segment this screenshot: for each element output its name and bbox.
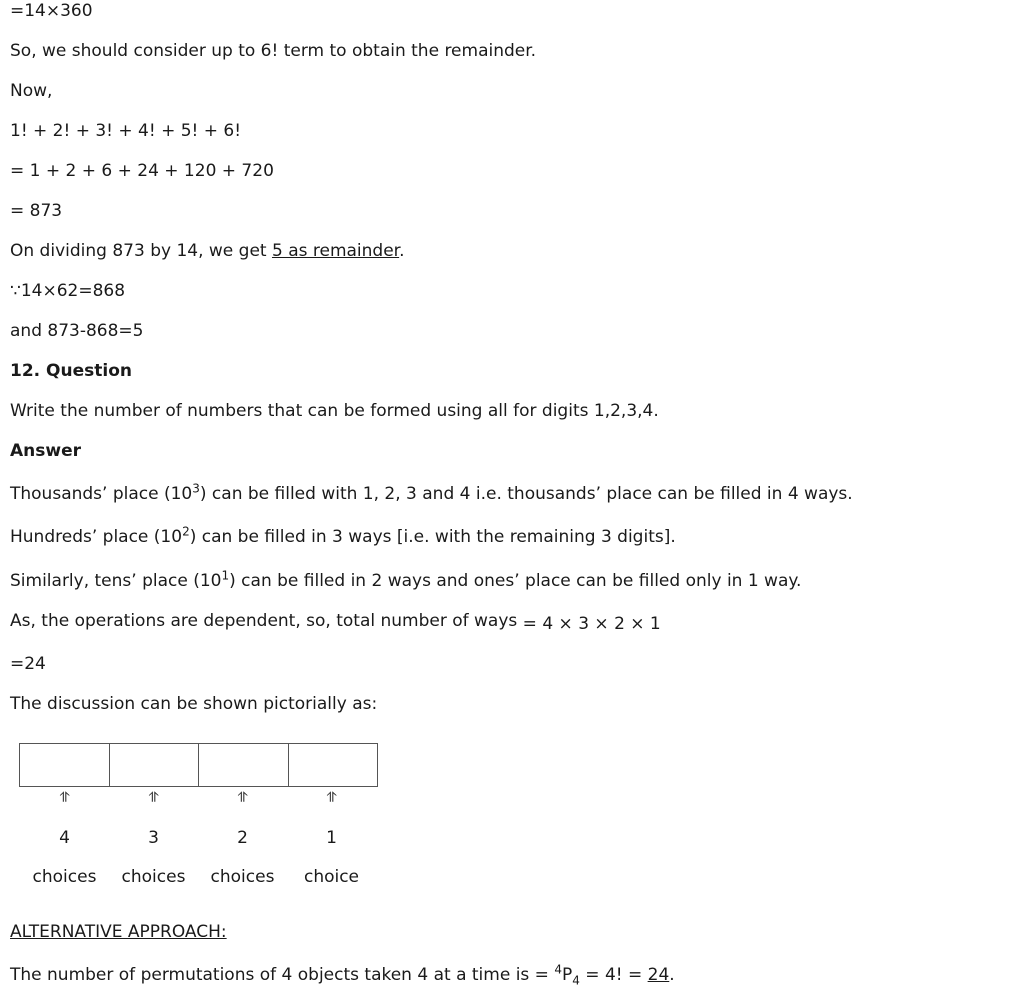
a2-pre: Hundreds’ place (10 bbox=[10, 527, 183, 547]
text-line-9: and 873-868=5 bbox=[10, 321, 144, 341]
box-tens bbox=[199, 744, 289, 786]
choice-label-1: choices bbox=[32, 867, 97, 887]
choice-label-3: choices bbox=[210, 867, 275, 887]
box-ones bbox=[289, 744, 378, 786]
a3-pre: Similarly, tens’ place (10 bbox=[10, 571, 222, 591]
answer-line-1 bbox=[10, 481, 853, 504]
answer-line-6: The discussion can be shown pictorially as: bbox=[10, 694, 378, 714]
a1-pre: Thousands’ place (10 bbox=[10, 484, 193, 504]
line-7-suffix: . bbox=[399, 241, 405, 261]
alternative-text bbox=[10, 962, 675, 987]
text-line-5: = 1 + 2 + 6 + 24 + 120 + 720 bbox=[10, 161, 274, 181]
digit-place-boxes bbox=[19, 743, 378, 787]
choice-number-3: 2 bbox=[237, 828, 248, 848]
a4-text: As, the operations are dependent, so, total number of ways bbox=[10, 611, 518, 631]
choice-number-2: 3 bbox=[148, 828, 159, 848]
a1-post: ) can be filled with 1, 2, 3 and 4 i.e. thousands’ place can be filled in 4 ways. bbox=[199, 484, 853, 504]
answer-line-2 bbox=[10, 524, 676, 547]
alt-sub: 4 bbox=[572, 973, 580, 987]
text-line-8: ∵14×62=868 bbox=[10, 281, 126, 301]
a3-post: ) can be filled in 2 ways and ones’ place can be filled only in 1 way. bbox=[229, 571, 802, 591]
up-arrow-icon: ⥣ bbox=[237, 790, 248, 806]
answer-line-3 bbox=[10, 568, 802, 591]
up-arrow-icon: ⥣ bbox=[148, 790, 159, 806]
text-line-1: =14×360 bbox=[10, 1, 93, 21]
text-line-3: Now, bbox=[10, 81, 53, 101]
choice-number-4: 1 bbox=[326, 828, 337, 848]
box-hundreds bbox=[110, 744, 200, 786]
line-7-prefix: On dividing 873 by 14, we get bbox=[10, 241, 272, 261]
answer-line-5: =24 bbox=[10, 654, 46, 674]
answer-line-4 bbox=[10, 611, 661, 634]
box-thousands bbox=[20, 744, 110, 786]
alt-result: 24 bbox=[647, 965, 670, 985]
a3-sup: 1 bbox=[221, 568, 230, 583]
alt-p: P bbox=[561, 965, 573, 985]
a2-post: ) can be filled in 3 ways [i.e. with the remaining 3 digits]. bbox=[189, 527, 676, 547]
remainder-underlined: 5 as remainder bbox=[271, 241, 400, 261]
a2-sup: 2 bbox=[182, 524, 190, 539]
text-line-6: = 873 bbox=[10, 201, 63, 221]
text-line-7 bbox=[10, 241, 405, 261]
choice-label-4: choice bbox=[303, 867, 360, 887]
alt-sup: 4 bbox=[554, 962, 562, 977]
alt-text: The number of permutations of 4 objects taken 4 at a time is = bbox=[10, 965, 555, 985]
up-arrow-icon: ⥣ bbox=[59, 790, 70, 806]
a4-math: = 4 × 3 × 2 × 1 bbox=[517, 614, 661, 634]
alt-end: . bbox=[669, 965, 675, 985]
a1-sup: 3 bbox=[192, 481, 200, 496]
up-arrow-icon: ⥣ bbox=[326, 790, 337, 806]
alternative-heading: ALTERNATIVE APPROACH: bbox=[10, 922, 227, 942]
text-line-4: 1! + 2! + 3! + 4! + 5! + 6! bbox=[10, 121, 242, 141]
alt-eq: = 4! = bbox=[579, 965, 648, 985]
choice-number-1: 4 bbox=[59, 828, 70, 848]
question-text: Write the number of numbers that can be formed using all for digits 1,2,3,4. bbox=[10, 401, 659, 421]
question-heading: 12. Question bbox=[10, 361, 132, 381]
text-line-2: So, we should consider up to 6! term to obtain the remainder. bbox=[10, 41, 537, 61]
answer-label: Answer bbox=[10, 441, 81, 461]
choice-label-2: choices bbox=[121, 867, 186, 887]
